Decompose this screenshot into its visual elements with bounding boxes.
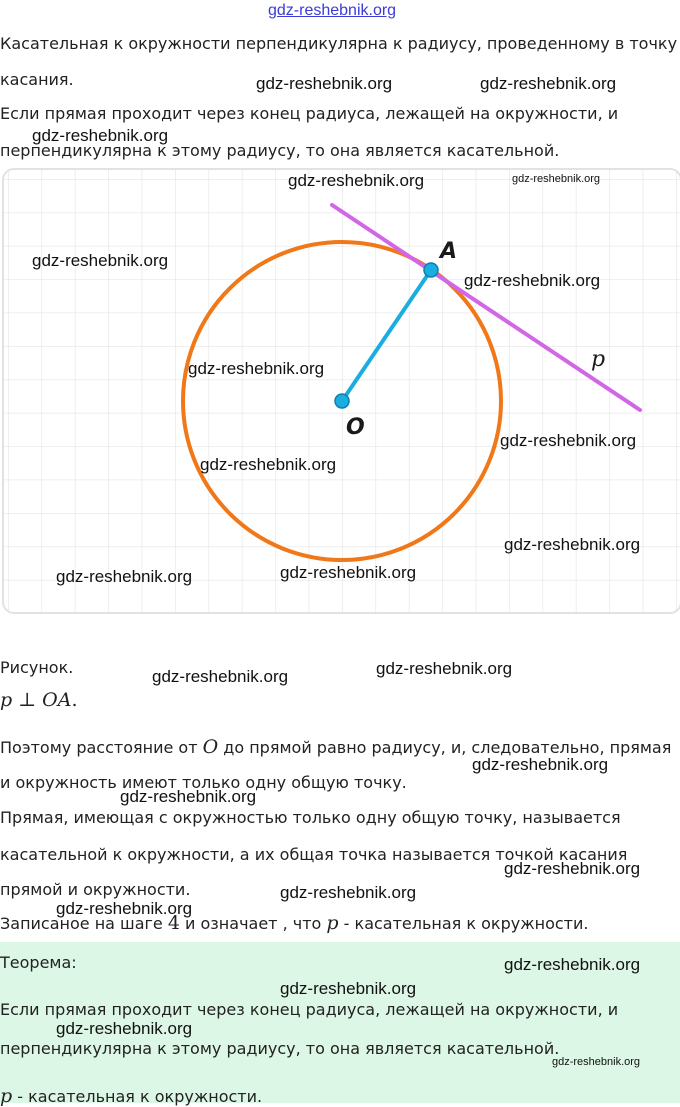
label-p: p (591, 347, 606, 372)
theorem-conclusion-text: - касательная к окружности. (12, 1087, 263, 1106)
step-text-a: Записаное на шаге (0, 914, 168, 933)
point-o (335, 394, 349, 408)
watermark: gdz-reshebnik.org (152, 667, 289, 686)
intro-line-3: Если прямая проходит через конец радиуса, лежащей на окружности, и (0, 104, 619, 123)
perp-statement (0, 690, 78, 710)
intro-line-1: Касательная к окружности перпендикулярна к радиусу, проведенному в точку (0, 34, 678, 53)
step-text-b: и означает , что (179, 914, 327, 933)
para1-text-a: Поэтому расстояние от (0, 738, 203, 757)
intro-line-2: касания. (0, 70, 74, 89)
watermark: gdz-reshebnik.org (552, 1056, 641, 1068)
perp-dot: . (71, 689, 78, 711)
watermark: gdz-reshebnik.org (500, 431, 637, 450)
perp-p: p (0, 689, 13, 711)
label-a: A (440, 239, 458, 264)
watermark: gdz-reshebnik.org (56, 899, 193, 918)
para1-text-b: до прямой равно радиусу, и, следовательно, прямая (218, 738, 672, 757)
theorem-p: p (0, 1085, 13, 1107)
watermark-top[interactable]: gdz-reshebnik.org (268, 2, 397, 19)
watermark: gdz-reshebnik.org (120, 787, 257, 806)
step-number: 4 (167, 912, 180, 934)
watermark: gdz-reshebnik.org (56, 567, 193, 586)
perp-symbol: ⊥ (18, 689, 37, 711)
theorem-line-2: перпендикулярна к этому радиусу, то она является касательной. (0, 1039, 560, 1058)
label-o: O (346, 415, 365, 440)
watermark: gdz-reshebnik.org (480, 74, 617, 93)
watermark: gdz-reshebnik.org (188, 359, 325, 378)
watermark: gdz-reshebnik.org (504, 859, 641, 878)
perp-oa: OA (42, 689, 72, 711)
watermark: gdz-reshebnik.org (256, 74, 393, 93)
para2-line-2: касательной к окружности, а их общая точка называется точкой касания (0, 845, 628, 864)
watermark: gdz-reshebnik.org (288, 171, 425, 190)
watermark: gdz-reshebnik.org (200, 455, 337, 474)
watermark: gdz-reshebnik.org (472, 755, 609, 774)
watermark: gdz-reshebnik.org (280, 883, 417, 902)
para2-line-3: прямой и окружности. (0, 880, 191, 899)
intro-line-4: перпендикулярна к этому радиусу, то она является касательной. (0, 141, 560, 160)
watermark: gdz-reshebnik.org (376, 659, 513, 678)
watermark: gdz-reshebnik.org (32, 251, 169, 270)
point-a (424, 263, 438, 277)
figure-caption: Рисунок. (0, 658, 74, 677)
para2-line-1: Прямая, имеющая с окружностью только одну общую точку, называется (0, 808, 621, 827)
para1-line-2: и окружность имеют только одну общую точку. (0, 773, 407, 792)
watermark: gdz-reshebnik.org (512, 173, 601, 185)
para1-o: O (202, 736, 219, 758)
theorem-conclusion (0, 1086, 262, 1107)
watermark: gdz-reshebnik.org (280, 979, 417, 998)
watermark: gdz-reshebnik.org (56, 1019, 193, 1038)
step-text-c: - касательная к окружности. (338, 914, 589, 933)
watermark: gdz-reshebnik.org (32, 126, 169, 145)
step-p: p (326, 912, 339, 934)
watermark: gdz-reshebnik.org (504, 535, 641, 554)
theorem-line-1: Если прямая проходит через конец радиуса, лежащей на окружности, и (0, 1000, 619, 1019)
theorem-title: Теорема: (0, 953, 77, 972)
watermark: gdz-reshebnik.org (504, 955, 641, 974)
watermark: gdz-reshebnik.org (464, 271, 601, 290)
watermark: gdz-reshebnik.org (280, 563, 417, 582)
